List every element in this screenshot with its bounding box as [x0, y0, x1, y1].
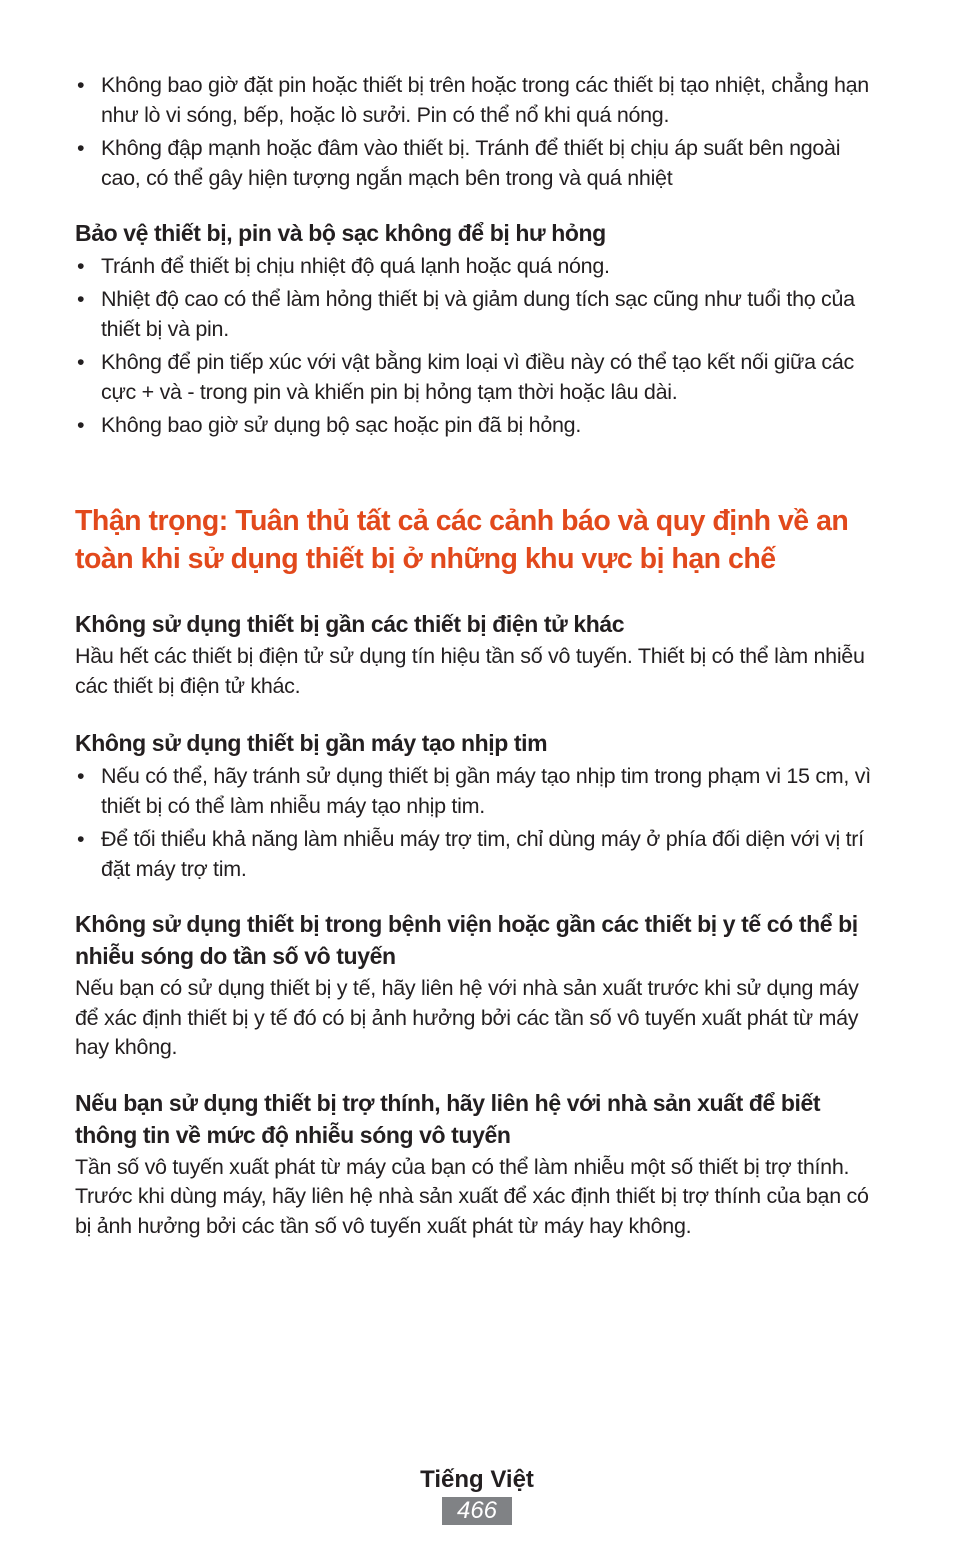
list-item-text: Không bao giờ sử dụng bộ sạc hoặc pin đã bị hỏng. [101, 413, 581, 437]
page-footer [0, 1463, 954, 1525]
list-item-text: Tránh để thiết bị chịu nhiệt độ quá lạnh hoặc quá nóng. [101, 254, 610, 278]
bullet-icon: • [77, 136, 85, 160]
pacemaker-bullet-list [75, 761, 880, 884]
hearing-aid-heading: Nếu bạn sử dụng thiết bị trợ thính, hãy liên hệ với nhà sản xuất để biết thông tin về mức độ nhiễu sóng vô tuyến [75, 1089, 821, 1148]
list-item [75, 70, 880, 130]
language-label: Tiếng Việt [420, 1466, 534, 1493]
hospital-heading: Không sử dụng thiết bị trong bệnh viện hoặc gần các thiết bị y tế có thể bị nhiễu sóng do tần số vô tuyến [75, 911, 858, 969]
bullet-icon: • [77, 287, 85, 311]
electronic-heading: Không sử dụng thiết bị gần các thiết bị điện tử khác [75, 611, 625, 637]
list-item-text: Nếu có thể, hãy tránh sử dụng thiết bị gần máy tạo nhịp tim trong phạm vi 15 cm, vì thiết bị có thể làm nhiễu máy tạo nhịp tim. [101, 764, 871, 818]
protect-heading: Bảo vệ thiết bị, pin và bộ sạc không để bị hư hỏng [75, 220, 606, 246]
list-item-text: Để tối thiểu khả năng làm nhiễu máy trợ tim, chỉ dùng máy ở phía đối diện với vị trí đặt máy trợ tim. [101, 827, 864, 881]
bullet-icon: • [77, 827, 85, 851]
list-item [75, 251, 880, 281]
bullet-icon: • [77, 413, 85, 437]
list-item-text: Không bao giờ đặt pin hoặc thiết bị trên hoặc trong các thiết bị tạo nhiệt, chẳng hạn như lò vi sóng, bếp, hoặc lò sưởi. Pin có thể nổ khi quá nóng. [101, 73, 869, 127]
bullet-icon: • [77, 350, 85, 374]
list-item [75, 284, 880, 344]
list-item [75, 761, 880, 821]
list-item-text: Không để pin tiếp xúc với vật bằng kim loại vì điều này có thể tạo kết nối giữa các cực + và - trong pin và khiến pin bị hỏng tạm thời hoặc lâu dài. [101, 350, 854, 404]
list-item [75, 347, 880, 407]
bullet-icon: • [77, 764, 85, 788]
list-item [75, 133, 880, 193]
list-item-text: Không đập mạnh hoặc đâm vào thiết bị. Tránh để thiết bị chịu áp suất bên ngoài cao, có thể gây hiện tượng ngắn mạch bên trong và quá nhiệt [101, 136, 841, 190]
page-number-badge: 466 [442, 1497, 512, 1525]
page-content [75, 70, 880, 1241]
protect-bullet-list [75, 251, 880, 440]
list-item [75, 824, 880, 884]
list-item [75, 410, 880, 440]
caution-section-title: Thận trọng: Tuân thủ tất cả các cảnh báo và quy định về an toàn khi sử dụng thiết bị ở những khu vực bị hạn chế [75, 505, 849, 575]
bullet-icon: • [77, 73, 85, 97]
hospital-text: Nếu bạn có sử dụng thiết bị y tế, hãy liên hệ với nhà sản xuất trước khi sử dụng máy để xác định thiết bị y tế đó có bị ảnh hưởng bởi các tần số vô tuyến xuất phát từ máy hay không. [75, 976, 859, 1059]
intro-bullet-list [75, 70, 880, 193]
list-item-text: Nhiệt độ cao có thể làm hỏng thiết bị và giảm dung tích sạc cũng như tuổi thọ của thiết bị và pin. [101, 287, 855, 341]
hearing-aid-text: Tần số vô tuyến xuất phát từ máy của bạn có thể làm nhiễu một số thiết bị trợ thính. Trước khi dùng máy, hãy liên hệ nhà sản xuất để xác định thiết bị trợ thính của bạn có bị ảnh hưởng bởi các tần số vô tuyến xuất phát từ máy hay không. [75, 1154, 869, 1238]
pacemaker-heading: Không sử dụng thiết bị gần máy tạo nhịp tim [75, 730, 548, 756]
bullet-icon: • [77, 254, 85, 278]
electronic-text: Hầu hết các thiết bị điện tử sử dụng tín hiệu tần số vô tuyến. Thiết bị có thể làm nhiễu các thiết bị điện tử khác. [75, 644, 865, 698]
